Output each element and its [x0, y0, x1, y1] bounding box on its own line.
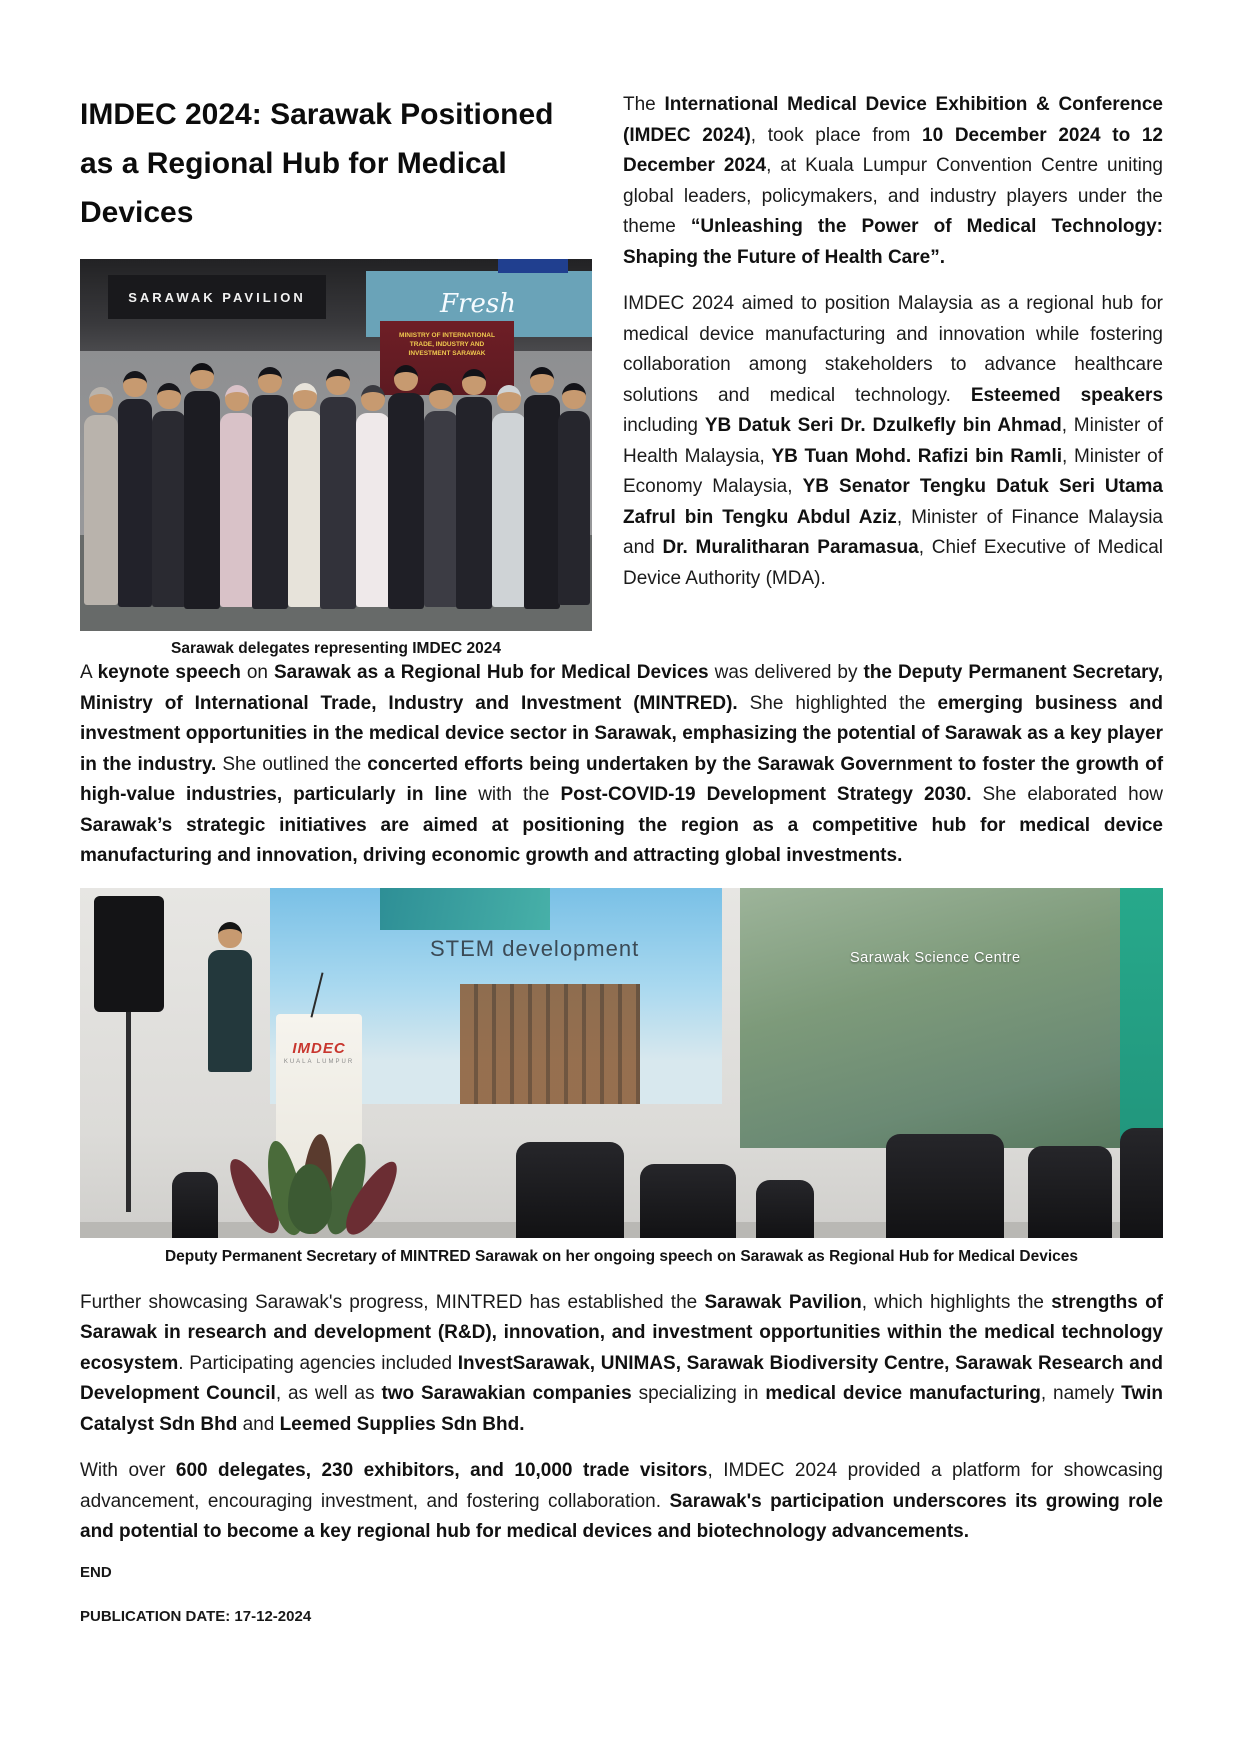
imdec-logo-subtext: KUALA LUMPUR — [283, 1058, 355, 1065]
person-body — [84, 415, 118, 605]
person-head — [562, 383, 586, 409]
speaker-head — [218, 922, 242, 948]
person-head — [258, 367, 282, 393]
aerial-screen-label: Sarawak Science Centre — [850, 949, 1021, 966]
person-figure — [424, 383, 458, 607]
speaker-body — [208, 950, 252, 1072]
person-figure — [558, 383, 590, 605]
chair-silhouette — [756, 1180, 814, 1238]
title-photo-block — [80, 90, 592, 658]
person-body — [118, 399, 152, 607]
chair-silhouette — [886, 1134, 1004, 1238]
person-figure — [118, 371, 152, 607]
podium-plant — [230, 1124, 390, 1238]
person-body — [388, 393, 424, 609]
paragraph-speakers: IMDEC 2024 aimed to position Malaysia as a regional hub for medical device manufacturing and innovation while fostering collaboration among stakeholders to advance healthcare solutions and medical technology. Esteemed speakers including YB Datuk Seri Dr. Dzulkefly bin Ahmad, Minister of Health Malaysia, YB Tuan Mohd. Rafizi bin Ramli, Minister of Economy Malaysia, YB Senator Tengku Datuk Seri Utama Zafrul bin Tengku Abdul Aziz, Minister of Finance Malaysia and Dr. Muralitharan Paramasua, Chief Executive of Medical Device Authority (MDA). — [623, 293, 1164, 589]
publication-date: PUBLICATION DATE: 17-12-2024 — [80, 1607, 312, 1625]
person-figure — [356, 385, 390, 607]
person-head — [361, 385, 385, 411]
photo2-caption: Deputy Permanent Secretary of MINTRED Sarawak on her ongoing speech on Sarawak as Regional Hub for Medical Devices — [164, 1247, 1079, 1265]
person-head — [497, 385, 521, 411]
person-figure — [152, 383, 186, 607]
paragraph-stats: With over 600 delegates, 230 exhibitors, and 10,000 trade visitors, IMDEC 2024 provided a platform for showcasing advancement, encouraging investment, and fostering collaboration. Sarawak's participation underscores its growing role and potential to become a key regional hub for medical devices and biotechnology advancements. — [80, 1460, 1163, 1542]
photo1-caption: Sarawak delegates representing IMDEC 2024 — [171, 640, 501, 657]
paragraph-intro: The International Medical Device Exhibition & Conference (IMDEC 2024), took place from 10 December 2024 to 12 December 2024, at Kuala Lumpur Convention Centre uniting global leaders, policymakers, and industry players under the theme “Unleashing the Power of Medical Technology: Shaping the Future of Health Care”. — [623, 94, 1163, 268]
chair-silhouette — [640, 1164, 736, 1238]
end-marker: END — [80, 1563, 112, 1581]
ministry-banner-text: MINISTRY OF INTERNATIONAL TRADE, INDUSTRY AND INVESTMENT SARAWAK — [399, 332, 495, 357]
person-head — [157, 383, 181, 409]
speaker-stand — [126, 1012, 131, 1212]
chair-silhouette — [1120, 1128, 1163, 1238]
paragraph-keynote: A keynote speech on Sarawak as a Regional Hub for Medical Devices was delivered by the Deputy Permanent Secretary, Ministry of International Trade, Industry and Investment (MINTRED). She highlighted the emerging business and investment opportunities in the medical device sector in Sarawak, emphasizing the potential of Sarawak as a key player in the industry. She outlined the concerted efforts being undertaken by the Sarawak Government to foster the growth of high-value industries, particularly in line with the Post-COVID-19 Development Strategy 2030. She elaborated how Sarawak’s strategic initiatives are aimed at positioning the region as a competitive hub for medical device manufacturing and innovation, driving economic growth and attracting global investments. — [80, 662, 1164, 866]
person-head — [394, 365, 418, 391]
person-body — [558, 411, 590, 605]
aerial-screen — [740, 888, 1120, 1148]
person-body — [252, 395, 288, 609]
person-figure — [288, 383, 322, 607]
group-photo — [80, 259, 592, 631]
imdec-logo: IMDEC — [292, 1039, 346, 1057]
person-head — [326, 369, 350, 395]
person-body — [356, 413, 390, 607]
person-figure — [524, 367, 560, 609]
person-body — [320, 397, 356, 609]
person-head — [293, 383, 317, 409]
person-figure — [184, 363, 220, 609]
person-figure — [320, 369, 356, 609]
page-title: IMDEC 2024: Sarawak Positioned as a Regional Hub for Medical Devices — [80, 98, 554, 229]
chair-silhouette — [516, 1142, 624, 1238]
person-head — [530, 367, 554, 393]
speaker-box — [94, 896, 164, 1012]
person-figure — [492, 385, 526, 607]
person-body — [456, 397, 492, 609]
person-body — [220, 413, 254, 607]
person-body — [288, 411, 322, 607]
pavilion-sign-text: SARAWAK PAVILION — [128, 289, 306, 305]
speaker-figure — [208, 922, 252, 1072]
screen-building-image — [460, 984, 640, 1104]
stem-screen-text: STEM development — [430, 935, 640, 961]
person-head — [462, 369, 486, 395]
screen-teal-strip — [380, 888, 550, 930]
chair-silhouette — [172, 1172, 218, 1238]
blue-signage — [498, 259, 568, 273]
speech-photo — [80, 888, 1163, 1238]
person-head — [429, 383, 453, 409]
person-figure — [456, 369, 492, 609]
person-figure — [220, 385, 254, 607]
person-head — [225, 385, 249, 411]
person-figure — [388, 365, 424, 609]
paragraph-pavilion: Further showcasing Sarawak's progress, MINTRED has established the Sarawak Pavilion, which highlights the strengths of Sarawak in research and development (R&D), innovation, and investment opportunities within the medical technology ecosystem. Participating agencies included InvestSarawak, UNIMAS, Sarawak Biodiversity Centre, Sarawak Research and Development Council, as well as two Sarawakian companies specializing in medical device manufacturing, namely Twin Catalyst Sdn Bhd and Leemed Supplies Sdn Bhd. — [80, 1291, 1164, 1435]
person-figure — [252, 367, 288, 609]
fresh-screen-text: Fresh — [440, 289, 516, 319]
person-head — [123, 371, 147, 397]
person-figure — [84, 387, 118, 605]
person-body — [524, 395, 560, 609]
person-body — [184, 391, 220, 609]
person-body — [152, 411, 186, 607]
person-body — [424, 411, 458, 607]
person-head — [190, 363, 214, 389]
person-head — [89, 387, 113, 413]
chair-silhouette — [1028, 1146, 1112, 1238]
person-body — [492, 413, 526, 607]
pavilion-sign — [108, 275, 326, 319]
